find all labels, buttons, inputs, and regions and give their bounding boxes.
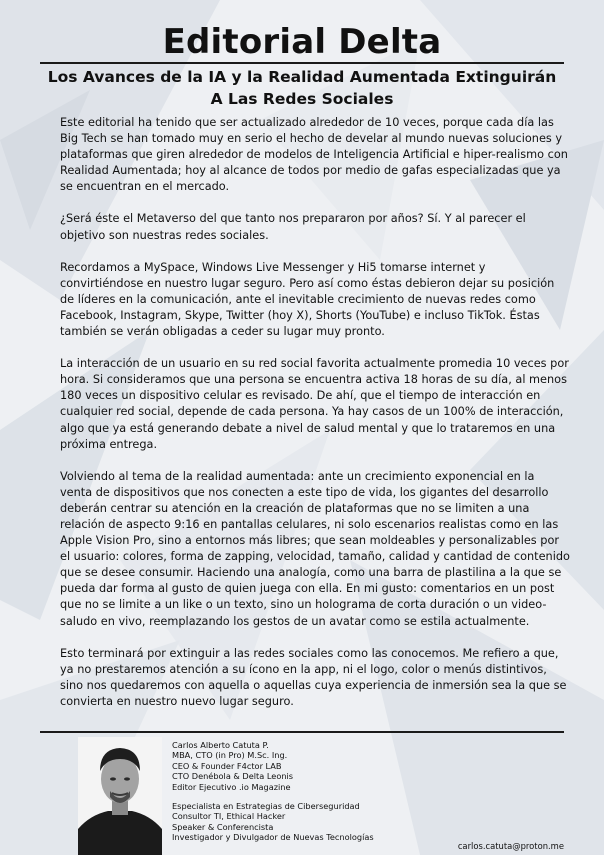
author-specialty: Investigador y Divulgador de Nuevas Tecnologías bbox=[172, 832, 374, 843]
author-credential: Editor Ejecutivo .io Magazine bbox=[172, 781, 291, 792]
author-portrait-icon bbox=[78, 737, 162, 855]
author-bio bbox=[172, 740, 374, 843]
article-paragraph: Este editorial ha tenido que ser actualizado alrededor de 10 veces, porque cada día las Big Tech se han tomado muy en serio el hecho de develar al mundo nuevas soluciones y plataformas que giren alrededor de modelos de Inteligencia Artificial e hiper-realismo con Realidad Aumentada; hoy al alcance de todos por medio de gafas especializadas que ya se encuentran en el mercado. bbox=[60, 116, 568, 194]
author-specialty: Especialista en Estrategias de Ciberseguridad bbox=[172, 801, 360, 812]
author-credential: CTO Denébola & Delta Leonis bbox=[172, 771, 294, 782]
author-name: Carlos Alberto Catuta P. bbox=[172, 740, 269, 750]
article-title-line: A Las Redes Sociales bbox=[210, 90, 394, 108]
article-paragraph: La interacción de un usuario en su red social favorita actualmente promedia 10 veces por hora. Si consideramos que una persona se encuentra activa 18 horas de su día, al menos 180 veces un dispositivo celular es revisado. De ahí, que el tiempo de interacción en cualquier red social, depende de cada persona. Ya hay casos de un 100% de interacción, algo que ya está generando debate a nivel de salud mental y que lo trataremos en una próxima entrega. bbox=[60, 357, 569, 451]
author-specialty: Consultor TI, Ethical Hacker bbox=[172, 811, 286, 822]
article-paragraph: Volviendo al tema de la realidad aumentada: ante un crecimiento exponencial en la venta de dispositivos que nos conecten a este tipo de vida, los gigantes del desarrollo deberán centrar su atención en la creación de plataformas que no se limiten a una relación de aspecto 9:16 en pantallas celulares, ni solo escenarios realistas como en las Apple Vision Pro, sino a entornos más libres; que sean moldeables y personalizables por el usuario: colores, forma de zapping, velocidad, tamaño, calidad y cantidad de contenido que se desee consumir. Haciendo una analogía, como una barra de plastilina a la que se pueda dar forma al gusto de quien juega con ella. En mi gusto: comentarios en un post que no se limite a un like o un texto, sino un holograma de corta duración o un video-saludo en vivo, reemplazando los gestos de un avatar como se estila actualmente. bbox=[60, 469, 570, 628]
author-specialty: Speaker & Conferencista bbox=[172, 821, 274, 832]
article-paragraph: ¿Será éste el Metaverso del que tanto nos prepararon por años? Sí. Y al parecer el objetivo son nuestras redes sociales. bbox=[60, 212, 526, 242]
top-divider bbox=[40, 62, 564, 64]
bottom-divider bbox=[40, 731, 564, 733]
article-paragraph: Esto terminará por extinguir a las redes sociales como las conocemos. Me refiero a que, ya no prestaremos atención a su ícono en la app, ni el logo, color o menús distintivos, sino nos quedaremos con aquella o aquellas cuya experiencia de inmersión sea la que se convierta en nuestro nuevo lugar seguro. bbox=[60, 646, 567, 708]
article-title bbox=[36, 66, 568, 110]
article-paragraph: Recordamos a MySpace, Windows Live Messenger y Hi5 tomarse internet y convirtiéndose en nuestro lugar seguro. Pero así como éstas debieron dejar su posición de líderes en la comunicación, ante el inevitable crecimiento de nuevas redes como Facebook, Instagram, Skype, Twitter (hoy X), Shorts (YouTube) e incluso TikTok. Éstas también se verán obligadas a ceder su lugar muy pronto. bbox=[60, 260, 555, 339]
author-credential: MBA, CTO (in Pro) M.Sc. Ing. bbox=[172, 750, 288, 761]
article-body bbox=[60, 115, 570, 726]
masthead-title: Editorial Delta bbox=[162, 22, 442, 62]
author-email[interactable]: carlos.catuta@proton.me bbox=[457, 841, 564, 851]
article-title-line: Los Avances de la IA y la Realidad Aumentada Extinguirán bbox=[47, 68, 557, 86]
author-credential: CEO & Founder F4ctor LAB bbox=[172, 760, 282, 771]
